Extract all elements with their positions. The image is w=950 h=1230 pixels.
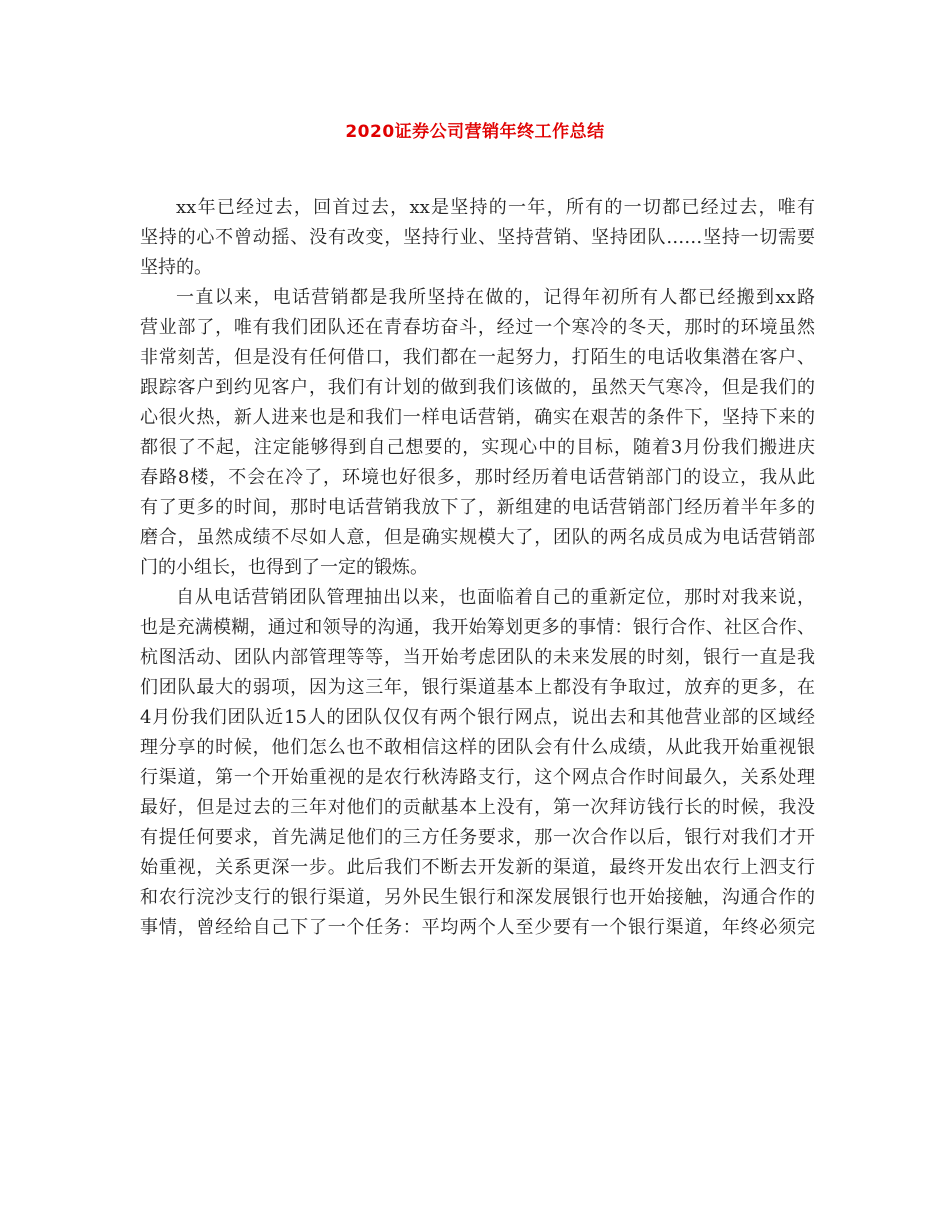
- paragraph-line: 营业部了，唯有我们团队还在青春坊奋斗，经过一个寒冷的冬天，那时的环境虽然: [140, 317, 815, 338]
- paragraph-line: 始重视，关系更深一步。此后我们不断去开发新的渠道，最终开发出农行上泗支行: [140, 857, 815, 878]
- paragraph-3: [140, 583, 815, 943]
- paragraph-line: 都很了不起，注定能够得到自己想要的，实现心中的目标，随着3月份我们搬进庆: [140, 437, 815, 458]
- paragraph-line: 心很火热，新人进来也是和我们一样电话营销，确实在艰苦的条件下，坚持下来的: [140, 407, 815, 428]
- paragraph-line: 4月份我们团队近15人的团队仅仅有两个银行网点，说出去和其他营业部的区域经: [140, 707, 815, 728]
- paragraph-line: 们团队最大的弱项，因为这三年，银行渠道基本上都没有争取过，放弃的更多，在: [140, 677, 815, 698]
- paragraph-line: xx年已经过去，回首过去，xx是坚持的一年，所有的一切都已经过去，唯有: [176, 197, 815, 218]
- paragraph-line: 磨合，虽然成绩不尽如人意，但是确实规模大了，团队的两名成员成为电话营销部: [140, 527, 815, 548]
- paragraph-line: 坚持的心不曾动摇、没有改变，坚持行业、坚持营销、坚持团队……坚持一切需要: [140, 227, 815, 248]
- paragraph-1: [140, 193, 815, 283]
- paragraph-line: 坚持的。: [140, 257, 212, 278]
- paragraph-line: 杭图活动、团队内部管理等等，当开始考虑团队的未来发展的时刻，银行一直是我: [140, 647, 815, 668]
- paragraph-line: 自从电话营销团队管理抽出以来，也面临着自己的重新定位，那时对我来说，: [176, 587, 815, 608]
- paragraph-line: 也是充满模糊，通过和领导的沟通，我开始筹划更多的事情：银行合作、社区合作、: [140, 617, 815, 638]
- document-title: 2020证券公司营销年终工作总结: [345, 122, 605, 142]
- paragraph-line: 事情，曾经给自己下了一个任务：平均两个人至少要有一个银行渠道，年终必须完: [140, 917, 815, 938]
- paragraph-line: 和农行浣沙支行的银行渠道，另外民生银行和深发展银行也开始接触，沟通合作的: [140, 887, 815, 908]
- paragraph-line: 行渠道，第一个开始重视的是农行秋涛路支行，这个网点合作时间最久，关系处理: [140, 767, 815, 788]
- document-body: [140, 193, 815, 943]
- paragraph-line: 一直以来，电话营销都是我所坚持在做的，记得年初所有人都已经搬到xx路: [176, 287, 815, 308]
- paragraph-line: 有了更多的时间，那时电话营销我放下了，新组建的电话营销部门经历着半年多的: [140, 497, 815, 518]
- paragraph-line: 非常刻苦，但是没有任何借口，我们都在一起努力，打陌生的电话收集潜在客户、: [140, 347, 815, 368]
- paragraph-line: 春路8楼，不会在冷了，环境也好很多，那时经历着电话营销部门的设立，我从此: [140, 467, 815, 488]
- paragraph-line: 最好，但是过去的三年对他们的贡献基本上没有，第一次拜访钱行长的时候，我没: [140, 797, 815, 818]
- paragraph-line: 有提任何要求，首先满足他们的三方任务要求，那一次合作以后，银行对我们才开: [140, 827, 815, 848]
- paragraph-line: 跟踪客户到约见客户，我们有计划的做到我们该做的，虽然天气寒冷，但是我们的: [140, 377, 815, 398]
- paragraph-line: 理分享的时候，他们怎么也不敢相信这样的团队会有什么成绩，从此我开始重视银: [140, 737, 815, 758]
- paragraph-line: 门的小组长，也得到了一定的锻炼。: [140, 557, 428, 578]
- paragraph-2: [140, 283, 815, 583]
